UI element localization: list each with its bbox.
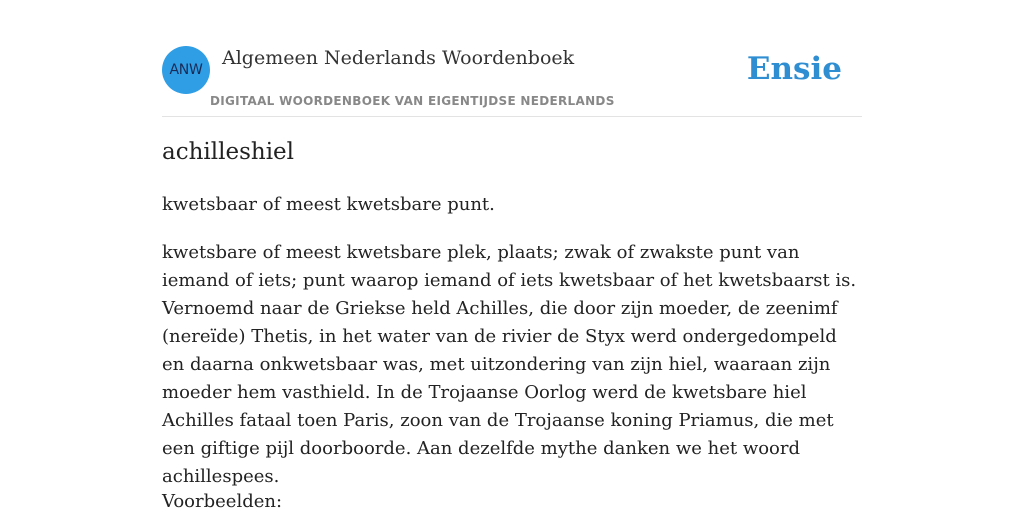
definition-text: kwetsbare of meest kwetsbare plek, plaats; zwak of zwakste punt van iemand of iets; punt waarop iemand of iets kwetsbaar of het kwetsbaarst is. [162,242,857,291]
site-title[interactable]: Algemeen Nederlands Woordenboek [222,47,575,69]
ensie-brand-logo[interactable]: Ensie [746,51,842,87]
logo-text: ANW [169,62,203,78]
anw-logo[interactable] [162,46,210,94]
etymology-text: Vernoemd naar de Griekse held Achilles, die door zijn moeder, de zeenimf (nereïde) Thetis, in het water van de rivier de Styx werd ondergedompeld en daarna onkwetsbaar was, met uitzondering van zijn hiel, waaraan zijn moeder hem vasthield. In de Trojaanse Oorlog werd de kwetsbare hiel Achilles fataal toen Paris, zoon van de Trojaanse koning Priamus, die met een giftige pijl doorboorde. Aan dezelfde mythe danken we het woord achillespees. [162,298,838,487]
site-header [162,46,862,117]
short-definition: kwetsbaar of meest kwetsbare punt. [162,194,495,215]
site-subtitle: DIGITAAL WOORDENBOEK VAN EIGENTIJDSE NEDERLANDS [210,94,615,108]
examples-label: Voorbeelden: [162,491,283,512]
entry-headword: achilleshiel [162,139,295,165]
definition-body [162,239,862,491]
